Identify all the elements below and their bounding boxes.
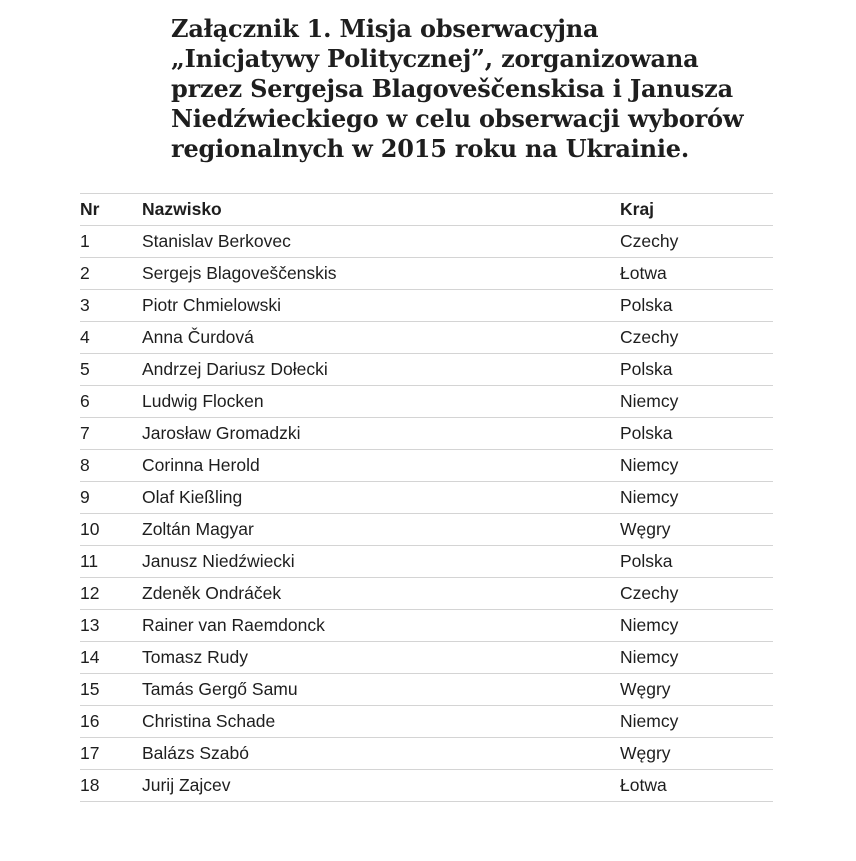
table-row (80, 353, 773, 385)
cell-nr: 4 (80, 327, 90, 347)
cell-nr: 6 (80, 391, 90, 411)
cell-name: Corinna Herold (142, 455, 260, 475)
cell-name: Tamás Gergő Samu (142, 679, 298, 699)
table-row (80, 449, 773, 481)
cell-nr: 9 (80, 487, 90, 507)
cell-country: Węgry (620, 679, 671, 699)
cell-country: Polska (620, 359, 673, 379)
cell-nr: 10 (80, 519, 100, 539)
cell-nr: 5 (80, 359, 90, 379)
table-row (80, 705, 773, 737)
cell-country: Niemcy (620, 615, 679, 635)
table-row (80, 257, 773, 289)
cell-country: Niemcy (620, 455, 679, 475)
cell-nr: 18 (80, 775, 100, 795)
cell-country: Węgry (620, 519, 671, 539)
cell-name: Andrzej Dariusz Dołecki (142, 359, 328, 379)
cell-nr: 15 (80, 679, 100, 699)
cell-name: Balázs Szabó (142, 743, 250, 763)
table-row (80, 673, 773, 705)
cell-nr: 13 (80, 615, 100, 635)
cell-nr: 3 (80, 295, 90, 315)
cell-nr: 11 (80, 551, 99, 571)
cell-name: Janusz Niedźwiecki (142, 551, 295, 571)
cell-name: Jurij Zajcev (142, 775, 231, 795)
cell-name: Zoltán Magyar (142, 519, 254, 539)
table-row (80, 545, 773, 577)
cell-country: Niemcy (620, 647, 679, 667)
cell-name: Rainer van Raemdonck (142, 615, 325, 635)
cell-country: Niemcy (620, 487, 679, 507)
cell-country: Polska (620, 551, 673, 571)
cell-nr: 12 (80, 583, 100, 603)
title-line: przez Sergejsa Blagoveščenskisa i Janusza (171, 74, 733, 103)
cell-name: Ludwig Flocken (142, 391, 264, 411)
table-row (80, 289, 773, 321)
document-title (171, 14, 791, 164)
cell-nr: 16 (80, 711, 100, 731)
cell-nr: 1 (80, 231, 90, 251)
header-name: Nazwisko (142, 199, 222, 219)
cell-name: Stanislav Berkovec (142, 231, 291, 251)
cell-nr: 14 (80, 647, 100, 667)
cell-country: Czechy (620, 583, 679, 603)
table-row (80, 769, 773, 802)
cell-name: Tomasz Rudy (142, 647, 249, 667)
title-line: regionalnych w 2015 roku na Ukrainie. (171, 134, 690, 163)
cell-country: Łotwa (620, 775, 667, 795)
table-row (80, 513, 773, 545)
title-line: „Inicjatywy Politycznej”, zorganizowana (171, 44, 699, 73)
cell-name: Anna Čurdová (142, 327, 254, 347)
cell-country: Niemcy (620, 391, 679, 411)
cell-country: Czechy (620, 231, 679, 251)
table-row (80, 737, 773, 769)
cell-nr: 7 (80, 423, 90, 443)
table-row (80, 385, 773, 417)
cell-name: Sergejs Blagoveščenskis (142, 263, 337, 283)
cell-nr: 17 (80, 743, 100, 763)
observers-table (80, 193, 773, 802)
cell-country: Czechy (620, 327, 679, 347)
table-row (80, 321, 773, 353)
title-line: Niedźwieckiego w celu obserwacji wyborów (171, 104, 744, 133)
cell-country: Łotwa (620, 263, 667, 283)
table-body (80, 225, 773, 802)
title-line: Załącznik 1. Misja obserwacyjna (171, 14, 599, 43)
cell-name: Piotr Chmielowski (142, 295, 282, 315)
table-row (80, 609, 773, 641)
table-row (80, 641, 773, 673)
cell-name: Olaf Kießling (142, 487, 243, 507)
cell-country: Polska (620, 295, 673, 315)
cell-name: Christina Schade (142, 711, 276, 731)
table-header-row (80, 193, 773, 225)
header-country: Kraj (620, 199, 655, 219)
cell-nr: 2 (80, 263, 90, 283)
cell-country: Węgry (620, 743, 671, 763)
cell-name: Zdeněk Ondráček (142, 583, 282, 603)
cell-nr: 8 (80, 455, 90, 475)
table-row (80, 577, 773, 609)
cell-country: Polska (620, 423, 673, 443)
table-row (80, 417, 773, 449)
header-nr: Nr (80, 199, 100, 219)
table-row (80, 481, 773, 513)
table-row (80, 225, 773, 257)
cell-country: Niemcy (620, 711, 679, 731)
cell-name: Jarosław Gromadzki (142, 423, 301, 443)
